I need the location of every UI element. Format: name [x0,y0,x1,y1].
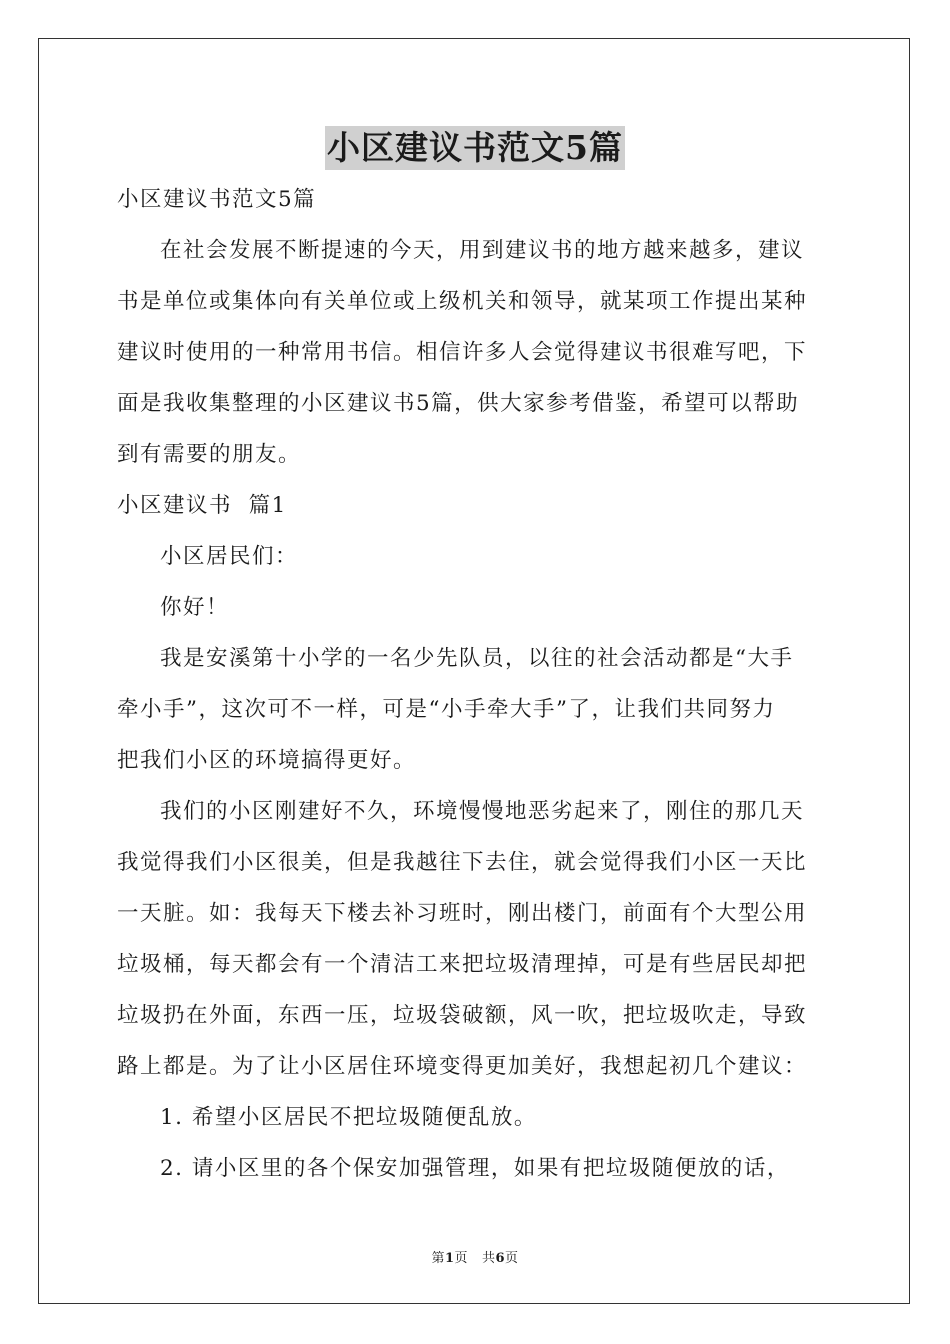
paragraph-line: 垃圾桶，每天都会有一个清洁工来把垃圾清理掉，可是有些居民却把 [117,952,808,977]
page-number: 1 [444,1251,455,1266]
paragraph-line: 把我们小区的环境搞得更好。 [117,748,417,773]
salutation: 小区居民们： [160,544,299,569]
intro-line: 书是单位或集体向有关单位或上级机关和领导，就某项工作提出某种 [117,289,808,314]
total-suffix: 页 [505,1251,519,1266]
section-heading: 小区建议书 篇1 [117,493,287,518]
intro-line: 建议时使用的一种常用书信。相信许多人会觉得建议书很难写吧，下 [117,340,808,365]
paragraph-line: 路上都是。为了让小区居住环境变得更加美好，我想起初几个建议： [117,1054,808,1079]
intro-line: 面是我收集整理的小区建议书5篇，供大家参考借鉴，希望可以帮助 [117,391,800,416]
title-area [0,126,950,170]
document-title: 小区建议书范文5篇 [325,126,625,170]
paragraph-line: 我们的小区刚建好不久，环境慢慢地恶劣起来了，刚住的那几天 [160,799,805,824]
paragraph-line: 我是安溪第十小学的一名少先队员，以往的社会活动都是“大手 [160,646,794,671]
page-prefix: 第 [431,1251,445,1266]
intro-line: 在社会发展不断提速的今天，用到建议书的地方越来越多，建议 [160,238,805,263]
paragraph-line: 一天脏。如：我每天下楼去补习班时，刚出楼门，前面有个大型公用 [117,901,808,926]
subtitle: 小区建议书范文5篇 [117,187,317,212]
paragraph-line: 垃圾扔在外面，东西一压，垃圾袋破额，风一吹，把垃圾吹走，导致 [117,1003,808,1028]
total-prefix: 共 [481,1251,496,1266]
list-item: 2. 请小区里的各个保安加强管理，如果有把垃圾随便放的话， [160,1156,790,1181]
page-suffix: 页 [454,1251,469,1266]
document-body [117,178,835,1198]
total-pages: 6 [495,1251,506,1266]
page-footer [0,1247,950,1266]
greeting: 你好！ [160,595,230,620]
intro-line: 到有需要的朋友。 [117,442,302,467]
list-item: 1. 希望小区居民不把垃圾随便乱放。 [160,1105,537,1130]
paragraph-line: 我觉得我们小区很美，但是我越往下去住，就会觉得我们小区一天比 [117,850,808,875]
paragraph-line: 牵小手”，这次可不一样，可是“小手牵大手”了，让我们共同努力 [117,697,776,722]
